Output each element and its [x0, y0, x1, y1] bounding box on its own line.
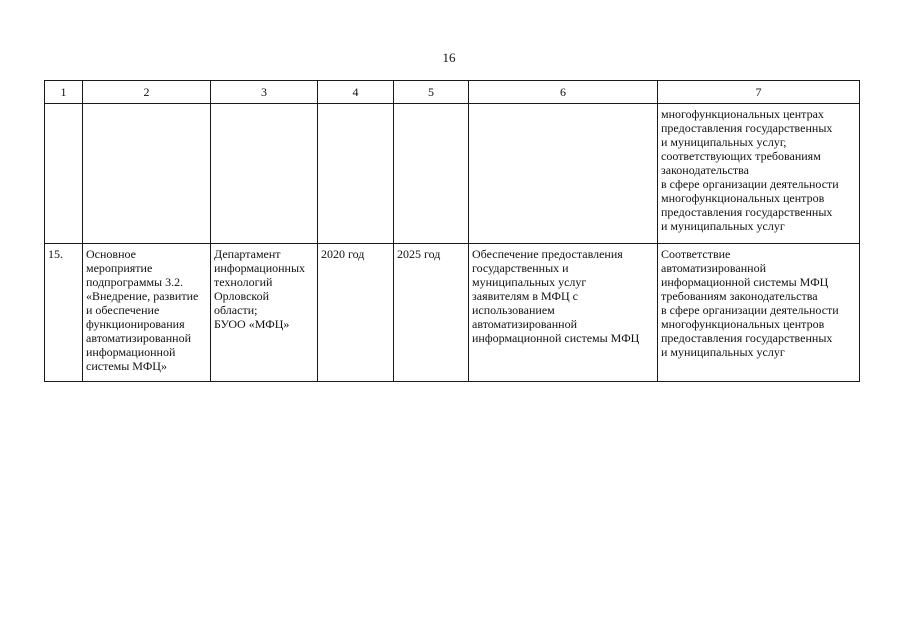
row-number-cell: 15. — [45, 244, 83, 382]
text-line: предоставления государственных — [661, 331, 833, 345]
end-year-cell: 2025 год — [394, 244, 469, 382]
text-line: муниципальных услуг — [472, 275, 587, 289]
table-cell — [83, 104, 211, 244]
start-year-cell: 2020 год — [318, 244, 394, 382]
text-line: в сфере организации деятельности — [661, 303, 839, 317]
text-line: и муниципальных услуг, — [661, 135, 787, 149]
text-line: информационной — [86, 345, 176, 359]
column-header: 7 — [658, 81, 860, 104]
text-line: государственных и — [472, 261, 569, 275]
program-activities-table — [44, 80, 860, 382]
table-row-continuation — [45, 104, 860, 244]
text-line: «Внедрение, развитие — [86, 289, 199, 303]
text-line: законодательства — [661, 163, 749, 177]
table-cell — [394, 104, 469, 244]
activity-name-text — [86, 247, 207, 373]
text-line: автоматизированной — [661, 261, 767, 275]
expected-result-cell — [469, 244, 658, 382]
result-text — [661, 247, 856, 359]
text-line: функционирования — [86, 317, 185, 331]
text-line: мероприятие — [86, 261, 153, 275]
text-line: соответствующих требованиям — [661, 149, 821, 163]
text-line: системы МФЦ» — [86, 359, 167, 373]
result-cell — [658, 104, 860, 244]
text-line: многофункциональных центров — [661, 191, 825, 205]
text-line: многофункциональных центров — [661, 317, 825, 331]
activity-name-cell — [83, 244, 211, 382]
table-cell — [211, 104, 318, 244]
text-line: технологий — [214, 275, 273, 289]
text-line: Соответствие — [661, 247, 731, 261]
column-header: 5 — [394, 81, 469, 104]
text-line: и муниципальных услуг — [661, 219, 785, 233]
text-line: Обеспечение предоставления — [472, 247, 623, 261]
text-line: и муниципальных услуг — [661, 345, 785, 359]
executor-cell — [211, 244, 318, 382]
column-header: 3 — [211, 81, 318, 104]
text-line: Основное — [86, 247, 136, 261]
text-line: автоматизированной — [86, 331, 192, 345]
expected-result-text — [472, 247, 654, 345]
text-line: Департамент — [214, 247, 281, 261]
text-line: информационной системы МФЦ — [661, 275, 829, 289]
text-line: Орловской — [214, 289, 270, 303]
text-line: БУОО «МФЦ» — [214, 317, 290, 331]
text-line: области; — [214, 303, 258, 317]
executor-text — [214, 247, 314, 331]
table-header-row — [45, 81, 860, 104]
text-line: требованиям законодательства — [661, 289, 818, 303]
result-cell — [658, 244, 860, 382]
page-number: 16 — [442, 50, 456, 65]
text-line: предоставления государственных — [661, 121, 833, 135]
text-line: в сфере организации деятельности — [661, 177, 839, 191]
table-cell — [318, 104, 394, 244]
column-header: 2 — [83, 81, 211, 104]
text-line: информационных — [214, 261, 306, 275]
text-line: предоставления государственных — [661, 205, 833, 219]
text-line: подпрограммы 3.2. — [86, 275, 184, 289]
table-cell — [469, 104, 658, 244]
table-cell — [45, 104, 83, 244]
text-line: заявителям в МФЦ с — [472, 289, 578, 303]
text-line: и обеспечение — [86, 303, 160, 317]
text-line: информационной системы МФЦ — [472, 331, 640, 345]
column-header: 6 — [469, 81, 658, 104]
text-line: многофункциональных центрах — [661, 107, 824, 121]
table-row-15 — [45, 244, 860, 382]
text-line: использованием — [472, 303, 555, 317]
result-text — [661, 107, 856, 233]
column-header: 1 — [45, 81, 83, 104]
text-line: автоматизированной — [472, 317, 578, 331]
column-header: 4 — [318, 81, 394, 104]
